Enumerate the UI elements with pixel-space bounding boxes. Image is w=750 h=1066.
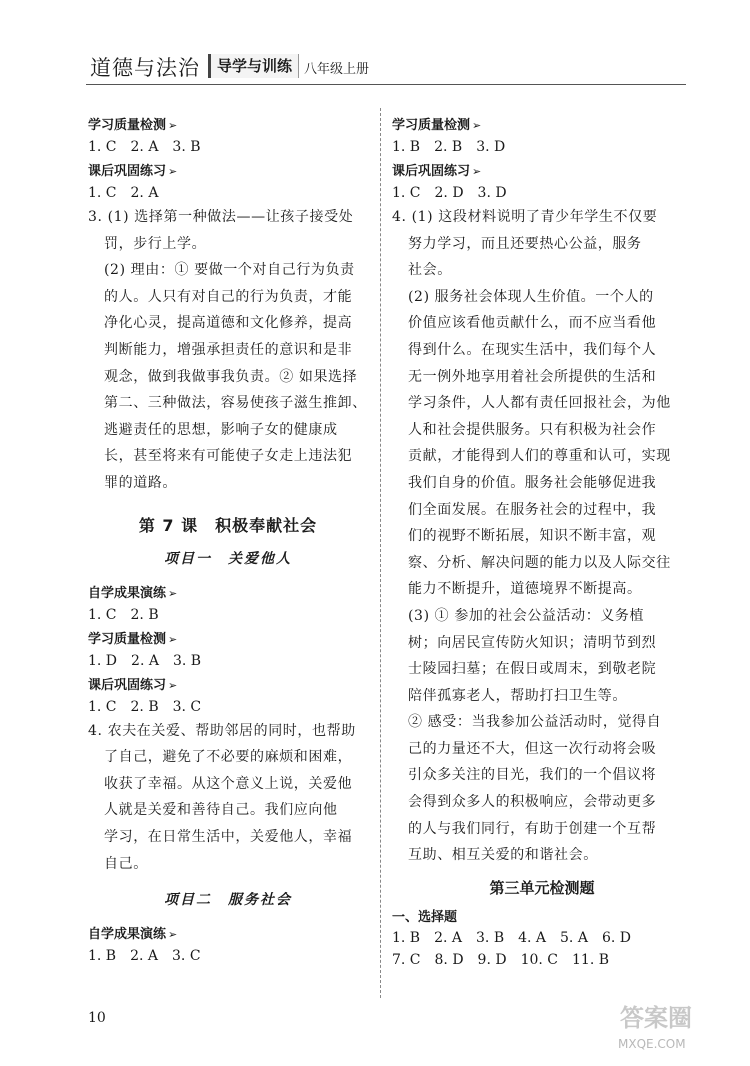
text-line: ② 感受：当我参加公益活动时，觉得自 — [408, 714, 662, 731]
text-line: 了自己，避免了不必要的麻烦和困难， — [104, 749, 353, 766]
left-column — [88, 112, 368, 967]
brand-label: 导学与训练 — [208, 54, 299, 78]
text-line: 社会。 — [408, 262, 452, 279]
text-line: 4. (1) 这段材料说明了青少年学生不仅要 — [392, 209, 658, 225]
page-number: 10 — [88, 1010, 106, 1026]
column-divider — [380, 108, 381, 998]
section-heading: 课后巩固练习 ➢ — [88, 164, 178, 179]
text-line: 罚，步行上学。 — [104, 235, 207, 252]
text-line: 价值应该看他贡献什么，而不应当看他 — [408, 315, 657, 332]
text-line: 贡献，才能得到人们的尊重和认可，实现 — [408, 448, 671, 465]
text-line: 4. 农夫在关爱、帮助邻居的同时，也帮助 — [88, 722, 356, 739]
answer-line: 1. D 2. A 3. B — [88, 652, 202, 669]
text-line: 罪的道路。 — [104, 474, 177, 491]
answer-line: 7. C 8. D 9. D 10. C 11. B — [392, 951, 610, 968]
text-line: 得到什么。在现实生活中，我们每个人 — [408, 341, 657, 358]
text-line: 树；向居民宣传防火知识；清明节到烈 — [408, 634, 657, 651]
text-line: 己的力量还不大，但这一次行动将会吸 — [408, 740, 657, 757]
subsection-heading: 一、选择题 — [392, 909, 458, 925]
watermark-logo — [612, 1000, 732, 1056]
text-line: 陪伴孤寡老人，帮助打扫卫生等。 — [408, 687, 627, 704]
text-line: 收获了幸福。从这个意义上说，关爱他 — [104, 775, 353, 792]
text-line: 长，甚至将来有可能使子女走上违法犯 — [104, 448, 353, 465]
section-heading: 自学成果演练 ➢ — [88, 927, 178, 943]
text-line: 3. (1) 选择第一种做法——让孩子接受处 — [88, 209, 354, 225]
answer-line: 1. C 2. A — [88, 185, 159, 201]
text-line: 逃避责任的思想，影响子女的健康成 — [104, 421, 338, 438]
question-4-answer — [88, 718, 368, 878]
subject-title: 道德与法治 — [90, 56, 200, 80]
text-line: 第二、三种做法，容易使孩子滋生推卸、 — [104, 395, 367, 412]
section-heading: 学习质量检测 ➢ — [88, 118, 178, 133]
section-heading: 学习质量检测 ➢ — [392, 118, 482, 133]
answer-line: 1. B 2. A 3. C — [88, 948, 201, 965]
text-line: 自己。 — [104, 855, 148, 872]
section-heading: 课后巩固练习 ➢ — [392, 164, 482, 179]
text-line: 人就是关爱和善待自己。我们应向他 — [104, 802, 338, 819]
text-line: 无一例外地享用着社会所提供的生活和 — [408, 368, 657, 385]
text-line: 察、分析、解决问题的能力以及人际交往 — [408, 554, 671, 571]
text-line: 会得到众多人的积极响应，会带动更多 — [408, 794, 657, 811]
text-line: 学习条件，人人都有责任回报社会，为他 — [408, 395, 671, 412]
grade-label: 八年级上册 — [304, 62, 370, 77]
answer-line: 1. C 2. A 3. B — [88, 139, 201, 155]
header-divider — [86, 84, 686, 85]
watermark-text: 答案圈 — [620, 1004, 692, 1032]
text-line: 们的视野不断拓展，知识不断丰富，观 — [408, 528, 657, 545]
text-line: 引众多关注的目光，我们的一个倡议将 — [408, 767, 657, 784]
answer-line: 1. B 2. B 3. D — [392, 139, 506, 155]
text-line: 判断能力，增强承担责任的意识和是非 — [104, 341, 353, 358]
text-line: 学习，在日常生活中，关爱他人，幸福 — [104, 828, 353, 845]
text-line: 的人与我们同行，有助于创建一个互帮 — [408, 820, 657, 837]
page-header — [86, 50, 686, 86]
unit-test-title: 第三单元检测题 — [489, 878, 595, 897]
text-line: 净化心灵，提高道德和文化修养，提高 — [104, 315, 353, 332]
text-line: 互助、相互关爱的和谐社会。 — [408, 847, 598, 864]
text-line: 们全面发展。在服务社会的过程中，我 — [408, 501, 657, 518]
section-heading: 学习质量检测 ➢ — [88, 631, 178, 647]
text-line: 努力学习，而且还要热心公益，服务 — [408, 235, 642, 252]
answer-line: 1. B 2. A 3. B 4. A 5. A 6. D — [392, 929, 631, 946]
watermark-url: MXQE.COM — [618, 1037, 686, 1051]
text-line: 人和社会提供服务。只有积极为社会作 — [408, 421, 657, 438]
text-line: (2) 服务社会体现人生价值。一个人的 — [408, 288, 654, 305]
answer-line: 1. C 2. D 3. D — [392, 185, 507, 201]
text-line: 观念，做到我做事我负责。② 如果选择 — [104, 368, 358, 385]
project-title: 项目二 服务社会 — [164, 892, 292, 909]
text-line: (2) 理由：① 要做一个对自己行为负责 — [104, 262, 355, 279]
text-line: 士陵园扫墓；在假日或周末，到敬老院 — [408, 661, 657, 678]
answer-line: 1. C 2. B 3. C — [88, 698, 202, 715]
question-3-answer — [88, 204, 368, 497]
text-line: (3) ① 参加的社会公益活动：义务植 — [408, 607, 645, 624]
text-line: 能力不断提升，道德境界不断提高。 — [408, 581, 642, 598]
lesson-title: 第 7 课 积极奉献社会 — [138, 515, 318, 535]
section-heading: 自学成果演练 ➢ — [88, 585, 178, 601]
text-line: 的人。人只有对自己的行为负责，才能 — [104, 288, 353, 305]
text-line: 我们自身的价值。服务社会能够促进我 — [408, 474, 657, 491]
answer-line: 1. C 2. B — [88, 606, 159, 623]
section-heading: 课后巩固练习 ➢ — [88, 677, 178, 693]
question-4-answer — [392, 204, 692, 869]
right-column — [392, 112, 692, 971]
project-title: 项目一 关爱他人 — [164, 550, 292, 567]
